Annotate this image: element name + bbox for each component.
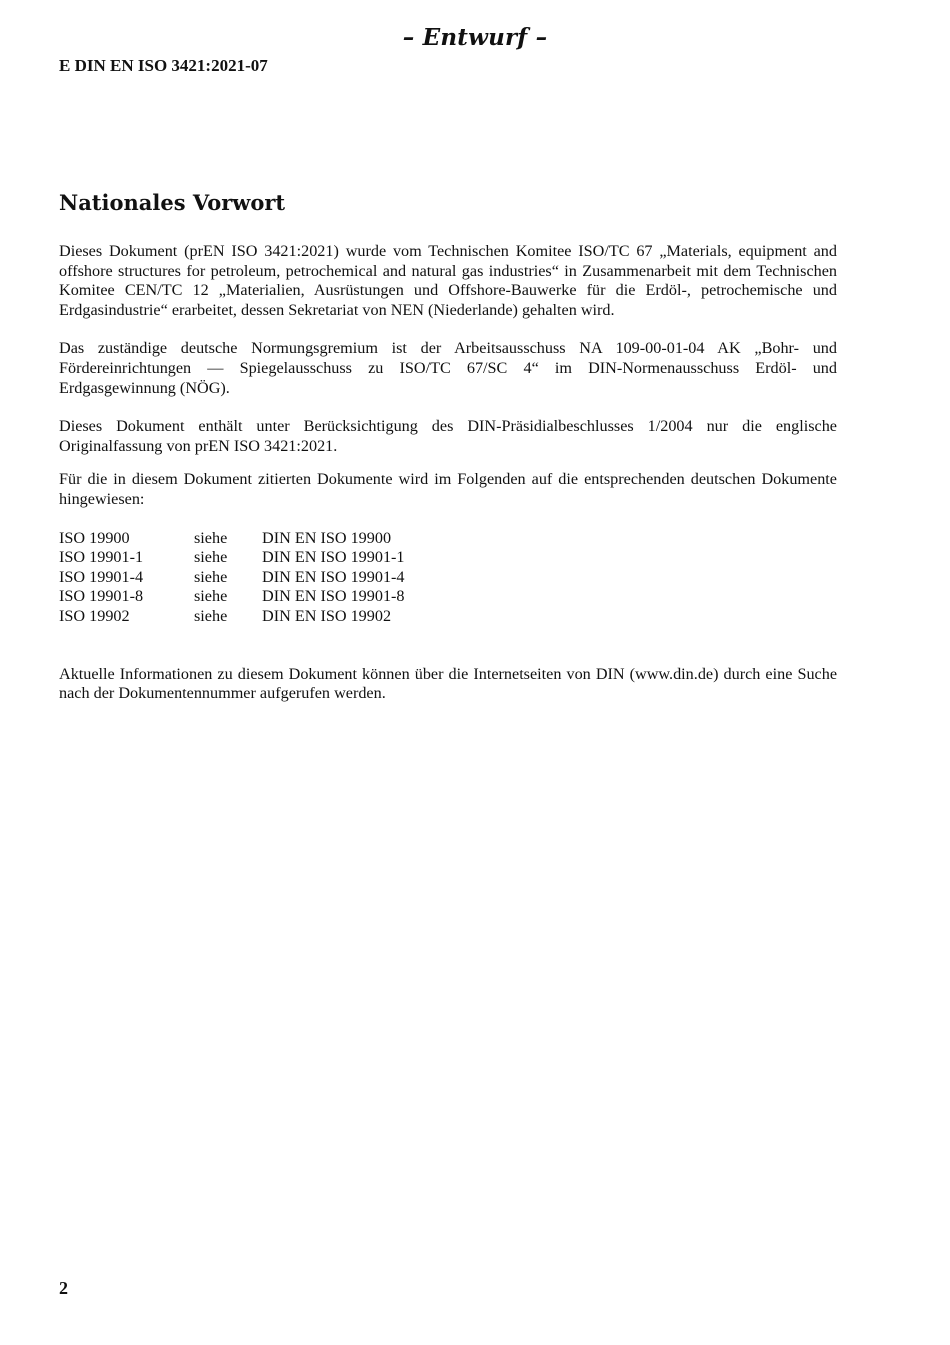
document-body xyxy=(59,188,837,704)
paragraph-closing-info: Aktuelle Informationen zu diesem Dokument können über die Internetseiten von DIN (www.din.de) durch eine Suche nach der Dokumentennummer aufgerufen werden. xyxy=(59,664,837,703)
iso-standard-cell: ISO 19900 xyxy=(59,528,130,547)
see-cell: siehe xyxy=(194,528,228,547)
see-cell: siehe xyxy=(194,606,228,625)
paragraph-responsible-body: Das zuständige deutsche Normungsgremium ist der Arbeitsausschuss NA 109-00-01-04 AK „Bohr- und Fördereinrichtungen — Spiegelausschuss zu ISO/TC 67/SC 4“ im DIN-Normenausschuss Erdöl- und Erdgasgewinnung (NÖG). xyxy=(59,339,837,397)
din-standard-cell: DIN EN ISO 19901-1 xyxy=(262,548,405,567)
iso-standard-cell: ISO 19901-8 xyxy=(59,587,144,606)
paragraph-references-intro: Für die in diesem Dokument zitierten Dokumente wird im Folgenden auf die entsprechenden deutschen Dokumente hingewiesen: xyxy=(59,470,837,508)
table-row xyxy=(59,607,405,627)
reference-table xyxy=(59,529,405,627)
paragraph-language-note: Dieses Dokument enthält unter Berücksichtigung des DIN-Präsidialbeschlusses 1/2004 nur die englische Originalfassung von prEN ISO 3421:2021. xyxy=(59,417,837,455)
iso-standard-cell: ISO 19901-4 xyxy=(59,567,144,586)
see-cell: siehe xyxy=(194,548,228,567)
din-standard-cell: DIN EN ISO 19902 xyxy=(262,606,392,625)
din-standard-cell: DIN EN ISO 19901-8 xyxy=(262,587,405,606)
draft-watermark-title: – Entwurf – xyxy=(402,24,548,51)
see-cell: siehe xyxy=(194,567,228,586)
table-row xyxy=(59,587,405,607)
table-row xyxy=(59,548,405,568)
din-standard-cell: DIN EN ISO 19900 xyxy=(262,528,392,547)
section-title: Nationales Vorwort xyxy=(59,190,286,215)
paragraph-committee: Dieses Dokument (prEN ISO 3421:2021) wurde vom Technischen Komitee ISO/TC 67 „Materials, equipment and offshore structures for petroleum, petrochemical and natural gas industries“ in Zusammenarbeit mit dem Technischen Komitee CEN/TC 12 „Materialien, Ausrüstungen und Offshore-Bauwerke für die Erdöl-, petrochemische und Erdgasindustrie“ erarbeitet, dessen Sekretariat von NEN (Niederlande) gehalten wird. xyxy=(59,242,837,319)
din-standard-cell: DIN EN ISO 19901-4 xyxy=(262,567,405,586)
page-number: 2 xyxy=(59,1278,68,1298)
table-row xyxy=(59,568,405,588)
iso-standard-cell: ISO 19901-1 xyxy=(59,548,144,567)
iso-standard-cell: ISO 19902 xyxy=(59,606,130,625)
see-cell: siehe xyxy=(194,587,228,606)
document-identifier: E DIN EN ISO 3421:2021-07 xyxy=(59,56,268,75)
table-row xyxy=(59,529,405,549)
